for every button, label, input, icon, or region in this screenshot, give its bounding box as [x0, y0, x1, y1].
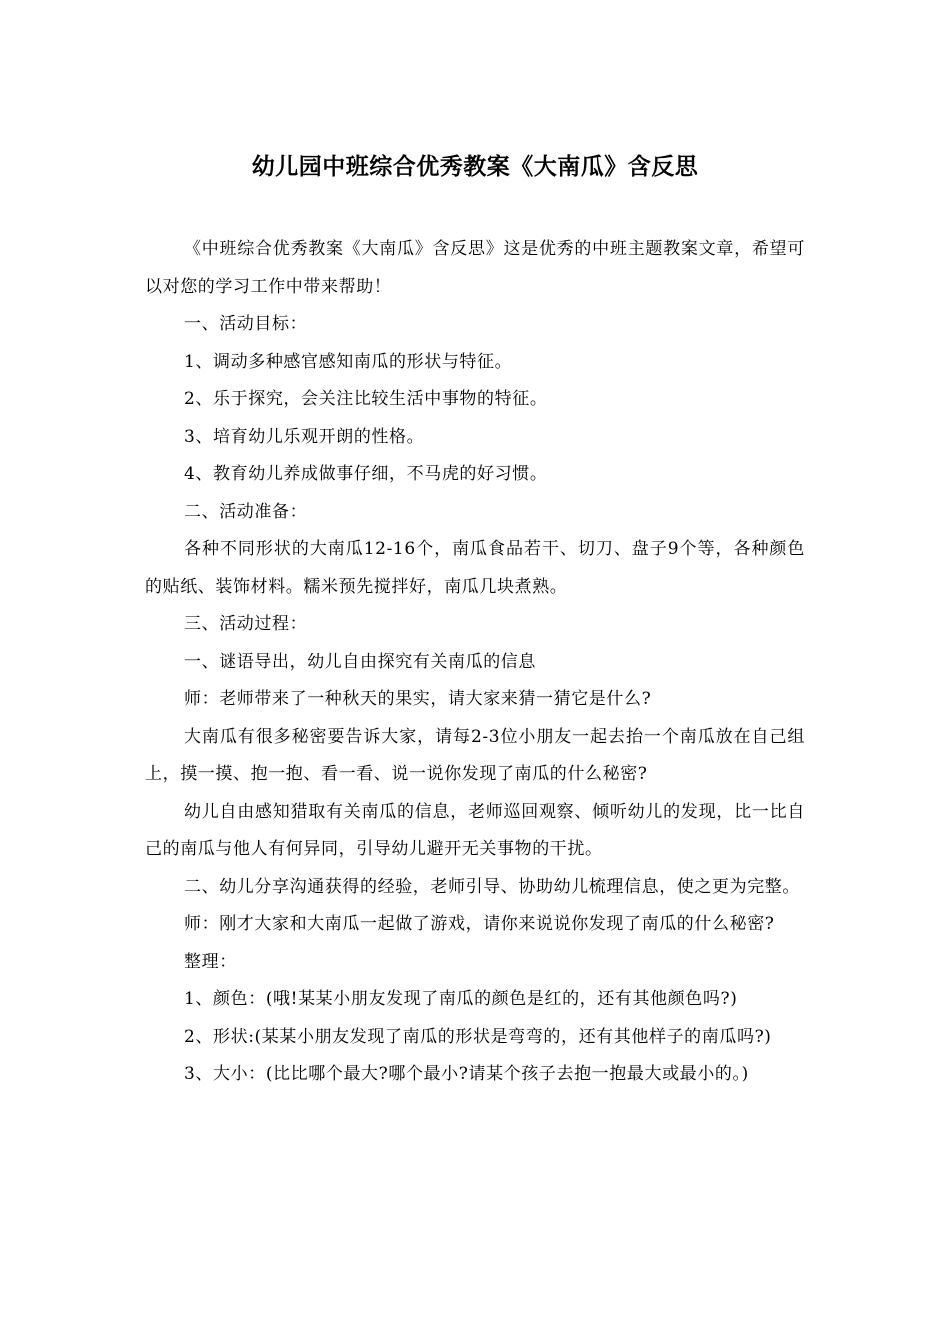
summary-item: 1、颜色：(哦!某某小朋友发现了南瓜的颜色是红的，还有其他颜色吗?): [184, 989, 738, 1009]
document-body: [145, 231, 805, 1094]
document-title: 幼儿园中班综合优秀教案《大南瓜》含反思: [251, 154, 699, 180]
process-paragraph: 师：刚才大家和大南瓜一起做了游戏，请你来说说你发现了南瓜的什么秘密?: [184, 914, 775, 934]
process-step-heading: 一、谜语导出，幼儿自由探究有关南瓜的信息: [184, 651, 536, 672]
section-heading-preparation: 二、活动准备：: [184, 501, 308, 522]
goal-item: 4、教育幼儿养成做事仔细，不马虎的好习惯。: [184, 464, 548, 484]
goal-item: 2、乐于探究，会关注比较生活中事物的特征。: [184, 389, 548, 409]
goal-item: 3、培育幼儿乐观开朗的性格。: [184, 426, 425, 447]
section-heading-goals: 一、活动目标：: [184, 314, 308, 334]
summary-heading: 整理：: [184, 951, 237, 972]
process-paragraph: 大南瓜有很多秘密要告诉大家，请每2-3位小朋友一起去抬一个南瓜放在自己组上，摸一摸、抱一抱、看一看、说一说你发现了南瓜的什么秘密?: [145, 726, 805, 784]
process-step-heading: 二、幼儿分享沟通获得的经验，老师引导、协助幼儿梳理信息，使之更为完整。: [184, 876, 800, 897]
preparation-paragraph: 各种不同形状的大南瓜12-16个，南瓜食品若干、切刀、盘子9个等，各种颜色的贴纸、装饰材料。糯米预先搅拌好，南瓜几块煮熟。: [145, 539, 805, 597]
section-heading-process: 三、活动过程：: [184, 614, 308, 634]
process-paragraph: 幼儿自由感知猎取有关南瓜的信息，老师巡回观察、倾听幼儿的发现，比一比自己的南瓜与他人有何异同，引导幼儿避开无关事物的干扰。: [145, 801, 805, 859]
summary-item: 2、形状:(某某小朋友发现了南瓜的形状是弯弯的，还有其他样子的南瓜吗?): [184, 1026, 772, 1047]
process-paragraph: 师：老师带来了一种秋天的果实，请大家来猜一猜它是什么?: [184, 689, 652, 709]
goal-item: 1、调动多种感官感知南瓜的形状与特征。: [184, 351, 513, 372]
intro-paragraph: 《中班综合优秀教案《大南瓜》含反思》这是优秀的中班主题教案文章，希望可以对您的学习工作中带来帮助！: [145, 239, 805, 297]
summary-item: 3、大小：(比比哪个最大?哪个最小?请某个孩子去抱一抱最大或最小的。): [184, 1064, 749, 1084]
